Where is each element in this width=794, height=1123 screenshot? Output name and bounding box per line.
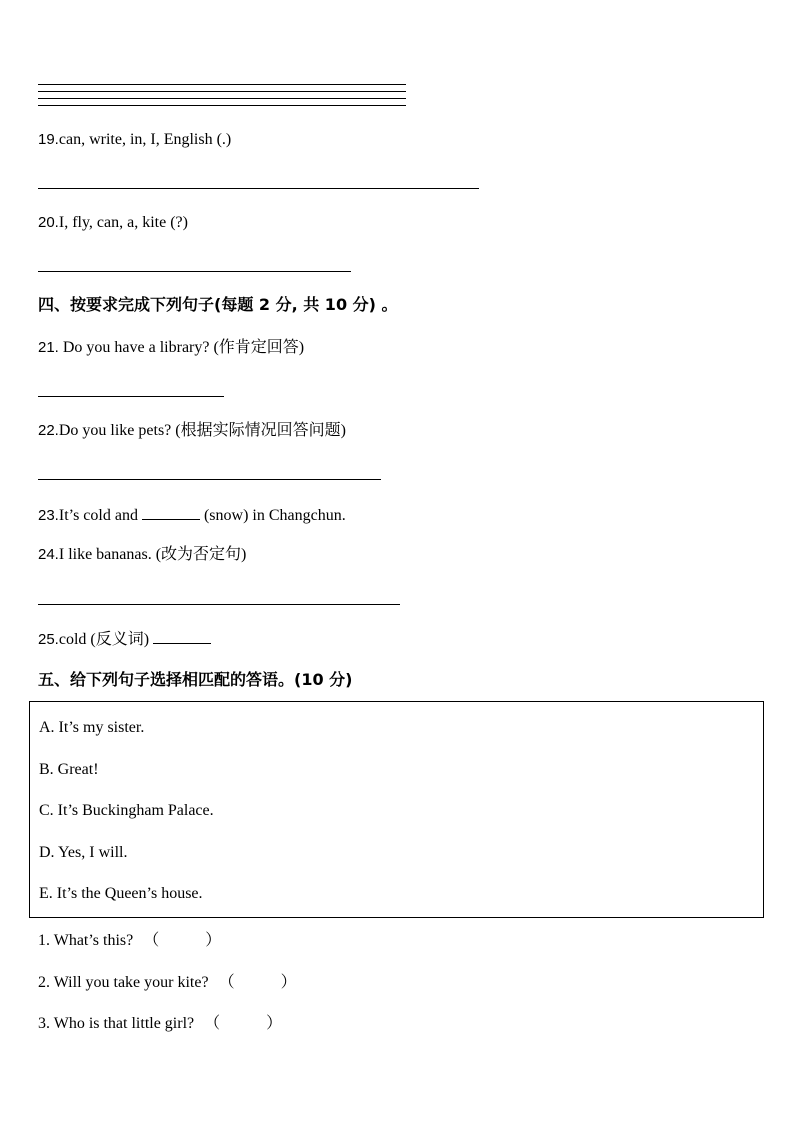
option-b: B. Great! — [39, 761, 99, 778]
answer-bracket[interactable]: （ ） — [218, 974, 297, 991]
question-number: 20. — [38, 214, 59, 231]
fill-blank-23[interactable] — [142, 504, 200, 520]
option-e: E. It’s the Queen’s house. — [39, 885, 203, 902]
question-22 — [38, 421, 346, 441]
question-text: Do you have a library? (作肯定回答) — [58, 339, 305, 356]
answer-line-24[interactable] — [38, 604, 400, 605]
question-text: can, write, in, I, English (.) — [58, 131, 232, 148]
question-number: 24. — [38, 546, 59, 563]
option-d: D. Yes, I will. — [39, 844, 128, 861]
match-question: 3. Who is that little girl? — [38, 1015, 195, 1032]
section-5-heading: 五、给下列句子选择相匹配的答语。(10 分) — [38, 670, 353, 689]
answer-bracket[interactable]: （ ） — [143, 932, 222, 949]
answer-rule — [38, 84, 406, 85]
fill-blank-25[interactable] — [153, 628, 211, 644]
answer-line-22[interactable] — [38, 479, 381, 480]
answer-rule — [38, 105, 406, 106]
answer-bracket[interactable]: （ ） — [204, 1015, 283, 1032]
question-19 — [38, 130, 231, 150]
question-20 — [38, 213, 188, 233]
question-text: It’s cold and — [58, 507, 142, 524]
question-25 — [38, 628, 211, 650]
match-item-2 — [38, 973, 297, 993]
question-number: 19. — [38, 131, 59, 148]
match-question: 1. What’s this? — [38, 932, 134, 949]
question-text: (snow) in Changchun. — [199, 507, 346, 524]
question-text: I like bananas. (改为否定句) — [58, 546, 247, 563]
option-a: A. It’s my sister. — [39, 719, 145, 736]
question-number: 23. — [38, 507, 59, 524]
question-number: 21. — [38, 339, 59, 356]
question-text: cold (反义词) — [58, 631, 154, 648]
answer-rule — [38, 98, 406, 99]
answer-line-19[interactable] — [38, 188, 479, 189]
match-question: 2. Will you take your kite? — [38, 974, 209, 991]
answer-line-21[interactable] — [38, 396, 224, 397]
answer-line-20[interactable] — [38, 271, 351, 272]
question-24 — [38, 545, 246, 565]
answer-rule — [38, 91, 406, 92]
question-number: 25. — [38, 631, 59, 648]
question-21 — [38, 338, 304, 358]
question-number: 22. — [38, 422, 59, 439]
question-23 — [38, 504, 346, 526]
section-4-heading: 四、按要求完成下列句子(每题 2 分, 共 10 分) 。 — [38, 295, 398, 314]
option-c: C. It’s Buckingham Palace. — [39, 802, 214, 819]
answer-options-box — [29, 701, 764, 918]
match-item-1 — [38, 931, 221, 951]
question-text: I, fly, can, a, kite (?) — [58, 214, 188, 231]
match-item-3 — [38, 1014, 282, 1034]
question-text: Do you like pets? (根据实际情况回答问题) — [58, 422, 346, 439]
